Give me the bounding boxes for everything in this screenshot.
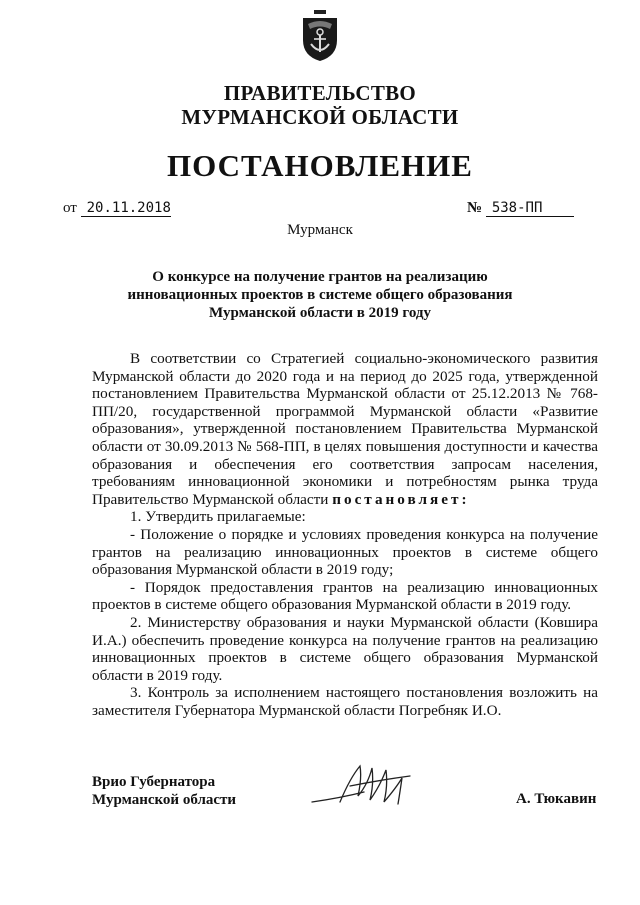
number-label: №	[467, 200, 483, 216]
document-date	[63, 200, 171, 217]
intro-paragraph	[92, 350, 598, 508]
document-body	[92, 350, 598, 719]
item-3: 3. Контроль за исполнением настоящего постановления возложить на заместителя Губернатора Мурманской области Погребняк И.О.	[92, 684, 598, 719]
government-name-line1: ПРАВИТЕЛЬСТВО	[223, 81, 417, 105]
signatory-name: А. Тюкавин	[516, 791, 597, 807]
date-label: от	[63, 200, 77, 216]
title-line2: инновационных проектов в системе общего образования	[127, 287, 513, 303]
handwritten-signature	[310, 758, 420, 813]
document-number	[467, 200, 574, 217]
intro-text: В соответствии со Стратегией социально-экономического развития Мурманской области до 2020 года и на период до 2025 года, утвержденной постановлением Правительства Мурманской области от 25.12.2013 № 768-ПП/20, государственной программой Мурманской области «Развитие образования», утвержденной постановлением Правительства Мурманской области от 30.09.2013 № 568-ПП, в целях повышения доступности и качества образования и обеспечения его соответствия запросам населения, требованиям инновационной экономики и потребностям рынка труда Правительство Мурманской области	[92, 350, 598, 508]
item-1b: - Порядок предоставления грантов на реализацию инновационных проектов в системе общего образования Мурманской области в 2019 году.	[92, 578, 598, 614]
signatory-position	[92, 773, 236, 809]
document-title	[100, 268, 540, 322]
title-line1: О конкурсе на получение грантов на реализацию	[152, 269, 488, 285]
item-1: 1. Утвердить прилагаемые:	[130, 508, 306, 526]
position-line2: Мурманской области	[92, 792, 237, 808]
number-value: 538-ПП	[486, 200, 574, 217]
city: Мурманск	[287, 222, 353, 238]
decree-word: постановляет:	[332, 490, 470, 508]
item-2: 2. Министерству образования и науки Мурманской области (Ковшира И.А.) обеспечить проведение конкурса на получение грантов на реализацию инновационных проектов в системе общего образования Мурманской области в 2019 году.	[92, 613, 598, 684]
document-type: ПОСТАНОВЛЕНИЕ	[167, 148, 473, 183]
government-name-line2: МУРМАНСКОЙ ОБЛАСТИ	[181, 105, 459, 129]
position-line1: Врио Губернатора	[92, 774, 216, 790]
date-value: 20.11.2018	[81, 200, 171, 217]
title-line3: Мурманской области в 2019 году	[209, 305, 431, 321]
coat-of-arms-icon	[300, 10, 340, 62]
item-1a: - Положение о порядке и условиях проведения конкурса на получение грантов на реализацию инновационных проектов в системе общего образования Мурманской области в 2019 году;	[92, 525, 598, 579]
